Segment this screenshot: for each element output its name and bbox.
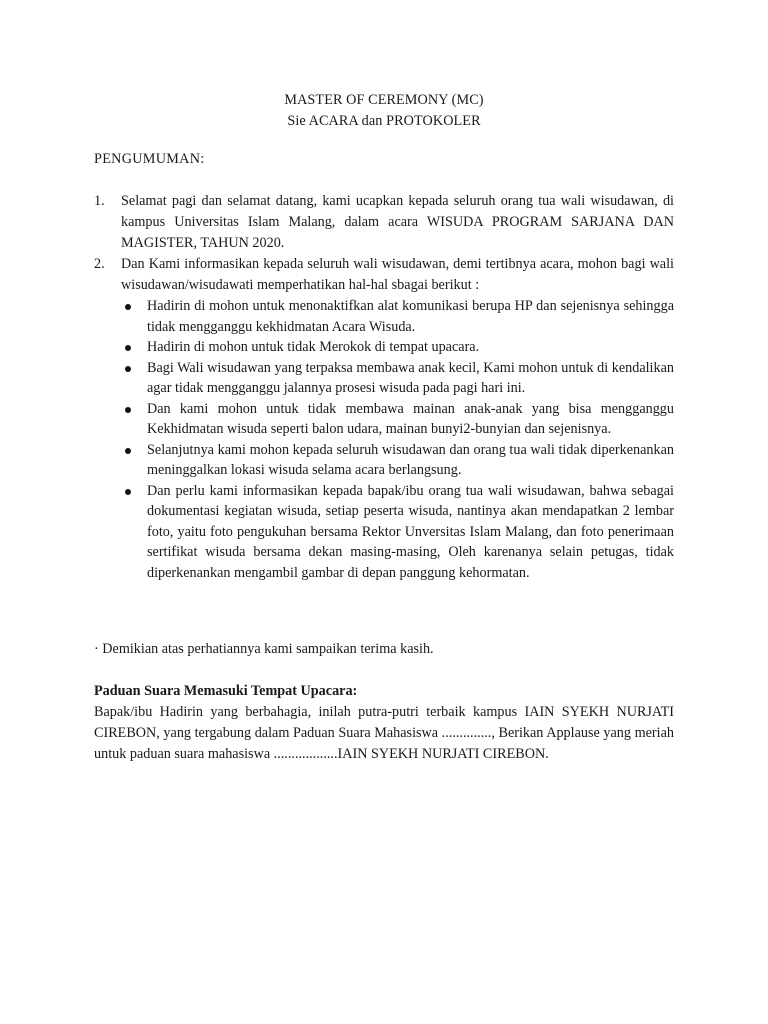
numbered-text: Dan Kami informasikan kepada seluruh wali wisudawan, demi tertibnya acara, mohon bagi wali wisudawan/wisudawati memperhatikan hal-hal sbagai berikut : — [121, 256, 674, 293]
bullet-text: Selanjutnya kami mohon kepada seluruh wisudawan dan orang tua wali tidak diperkenankan meninggalkan lokasi wisuda selama acara berlangsung. — [147, 441, 674, 478]
bullet-icon — [125, 448, 131, 454]
numbered-item-2 — [94, 254, 674, 583]
bullet-text: Bagi Wali wisudawan yang terpaksa membawa anak kecil, Kami mohon untuk di kendalikan agar tidak mengganggu jalannya prosesi wisuda pada pagi hari ini. — [147, 359, 674, 396]
closing-remark: · Demikian atas perhatiannya kami sampaikan terima kasih. — [94, 641, 434, 657]
bullet-item — [121, 481, 674, 584]
numbered-marker: 2. — [94, 256, 105, 272]
bullet-text: Dan perlu kami informasikan kepada bapak/ibu orang tua wali wisudawan, bahwa sebagai dokumentasi kegiatan wisuda, setiap peserta wisuda, nantinya akan mendapatkan 2 lembar foto, yaitu foto pengukuhan bersama Rektor Unversitas Islam Malang, dan foto penerimaan sertifikat wisuda bersama dekan masing-masing, Oleh karenanya selain petugas, tidak diperkenankan mengambil gambar di depan panggung kehormatan. — [147, 482, 674, 581]
numbered-list — [94, 191, 674, 583]
bullet-icon — [125, 489, 131, 495]
bullet-item — [121, 399, 674, 440]
bullet-icon — [125, 366, 131, 372]
bullet-text: Hadirin di mohon untuk tidak Merokok di tempat upacara. — [147, 339, 480, 355]
section-title: Paduan Suara Memasuki Tempat Upacara: — [94, 683, 358, 699]
bullet-icon — [125, 407, 131, 413]
bullet-icon — [125, 345, 131, 351]
bullet-item — [121, 337, 674, 358]
bullet-icon — [125, 304, 131, 310]
title-line-1: MASTER OF CEREMONY (MC) — [284, 92, 484, 108]
bullet-text: Hadirin di mohon untuk menonaktifkan alat komunikasi berupa HP dan sejenisnya sehingga tidak mengganggu kekhidmatan Acara Wisuda. — [147, 298, 674, 335]
bullet-text: Dan kami mohon untuk tidak membawa mainan anak-anak yang bisa mengganggu Kekhidmatan wisuda seperti balon udara, mainan bunyi2-bunyian dan sejenisnya. — [147, 400, 674, 437]
bullet-item — [121, 358, 674, 399]
bullet-item — [121, 440, 674, 481]
numbered-text: Selamat pagi dan selamat datang, kami ucapkan kepada seluruh orang tua wali wisudawan, di kampus Universitas Islam Malang, dalam acara WISUDA PROGRAM SARJANA DAN MAGISTER, TAHUN 2020. — [121, 193, 674, 251]
title-line-2: Sie ACARA dan PROTOKOLER — [287, 113, 481, 129]
announcement-heading: PENGUMUMAN: — [94, 151, 205, 167]
section-body: Bapak/ibu Hadirin yang berbahagia, inilah putra-putri terbaik kampus IAIN SYEKH NURJATI CIREBON, yang tergabung dalam Paduan Suara Mahasiswa .............., Berikan Applause yang meriah untuk paduan suara mahasiswa ..................IAIN SYEKH NURJATI CIREBON. — [94, 704, 674, 762]
numbered-marker: 1. — [94, 193, 105, 209]
bullet-list — [121, 296, 674, 583]
bullet-item — [121, 296, 674, 337]
document-title — [0, 90, 768, 132]
numbered-item-1 — [94, 191, 674, 254]
